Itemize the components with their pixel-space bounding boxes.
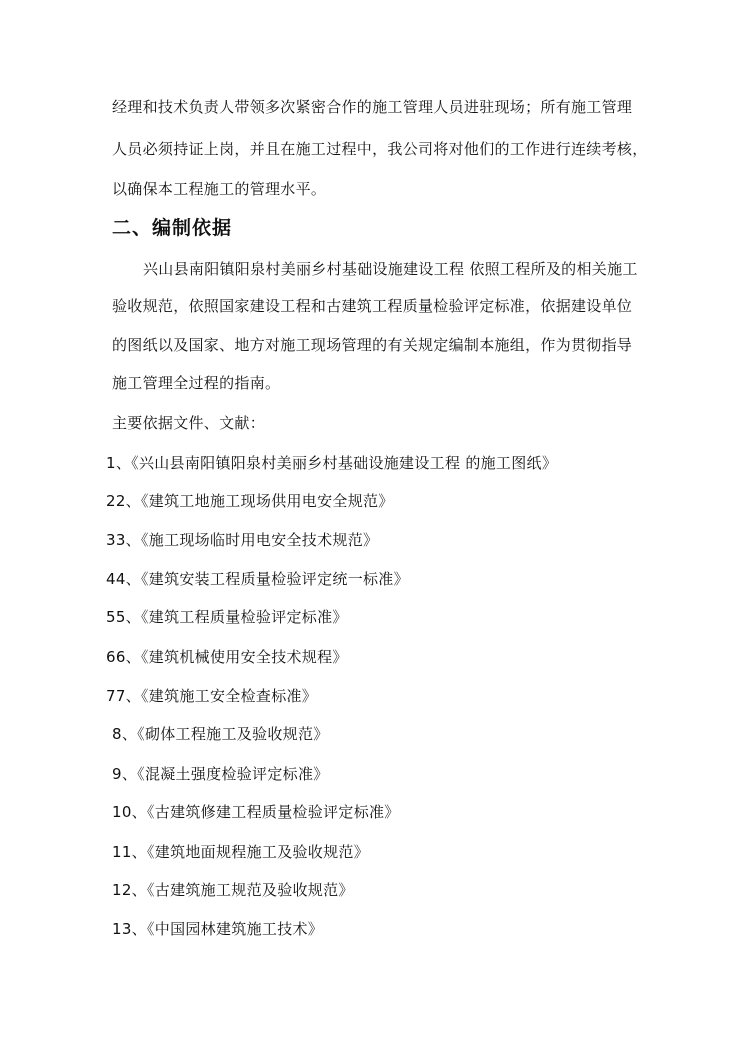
reference-item: 66、《建筑机械使用安全技术规程》	[106, 648, 348, 666]
paragraph-line: 验收规范，依照国家建设工程和古建筑工程质量检验评定标准，依据建设单位	[112, 297, 633, 315]
reference-item: 22、《建筑工地施工现场供用电安全规范》	[106, 492, 394, 510]
references-intro: 主要依据文件、文献：	[112, 414, 266, 432]
reference-item: 13、《中国园林建筑施工技术》	[112, 920, 324, 938]
paragraph-line: 经理和技术负责人带领多次紧密合作的施工管理人员进驻现场；所有施工管理	[112, 98, 633, 116]
reference-item: 12、《古建筑施工规范及验收规范》	[112, 881, 354, 899]
reference-item: 77、《建筑施工安全检查标准》	[106, 687, 318, 705]
section-heading: 二、编制依据	[112, 217, 233, 239]
paragraph-line: 兴山县南阳镇阳泉村美丽乡村基础设施建设工程 依照工程所及的相关施工	[143, 260, 638, 278]
reference-item: 10、《古建筑修建工程质量检验评定标准》	[112, 803, 400, 821]
reference-item: 8、《砌体工程施工及验收规范》	[112, 725, 329, 743]
reference-item: 33、《施工现场临时用电安全技术规范》	[106, 531, 379, 549]
reference-item: 44、《建筑安装工程质量检验评定统一标准》	[106, 570, 409, 588]
reference-item: 1、《兴山县南阳镇阳泉村美丽乡村基础设施建设工程 的施工图纸》	[106, 454, 558, 472]
reference-item: 9、《混凝土强度检验评定标准》	[112, 765, 329, 783]
paragraph-line: 以确保本工程施工的管理水平。	[112, 180, 327, 198]
reference-item: 11、《建筑地面规程施工及验收规范》	[112, 843, 369, 861]
paragraph-line: 施工管理全过程的指南。	[112, 374, 281, 392]
paragraph-line: 人员必须持证上岗，并且在施工过程中，我公司将对他们的工作进行连续考核，	[112, 140, 648, 158]
paragraph-line: 的图纸以及国家、地方对施工现场管理的有关规定编制本施组，作为贯彻指导	[112, 336, 633, 354]
reference-item: 55、《建筑工程质量检验评定标准》	[106, 608, 348, 626]
